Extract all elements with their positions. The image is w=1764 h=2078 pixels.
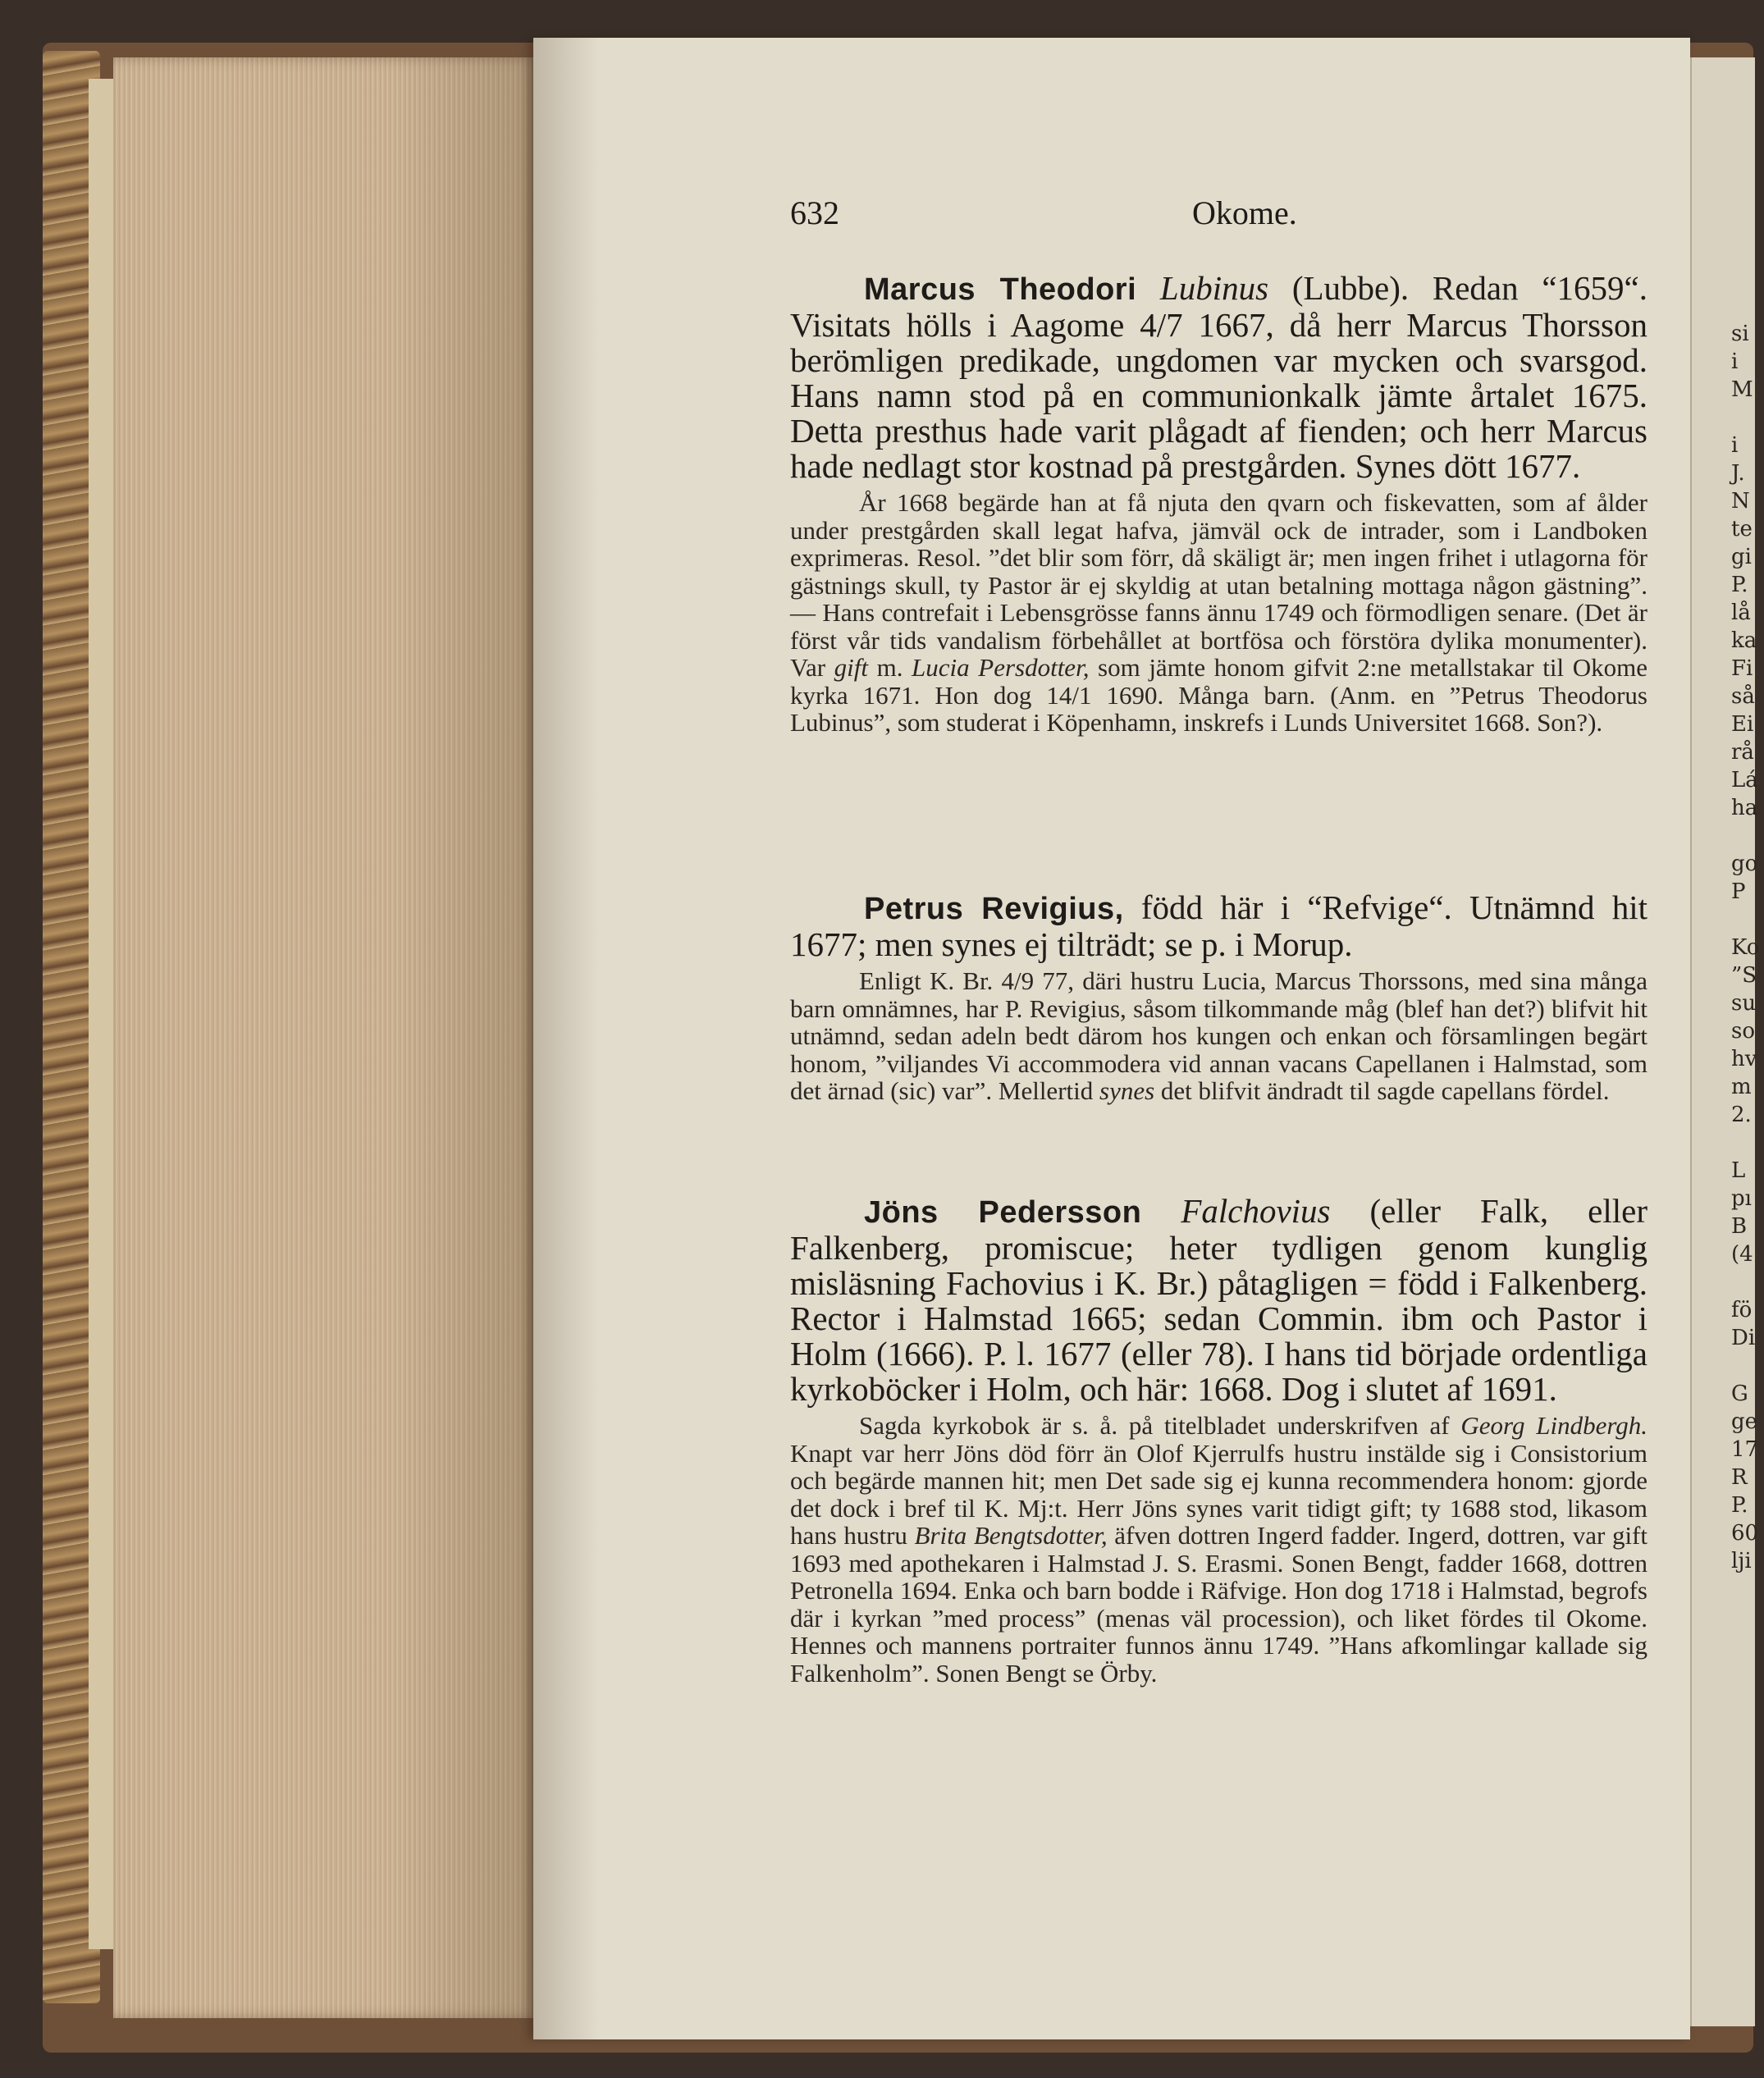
entry-lead-text: född här i “Refvige“. Utnämnd hit 1677; men synes ej tilträdt; se p. i Morup. bbox=[790, 888, 1648, 963]
next-page-fragment: go bbox=[1731, 852, 1758, 876]
page-gutter-shadow bbox=[533, 38, 599, 2039]
entry-note bbox=[790, 489, 1647, 737]
next-page-fragment: G bbox=[1731, 1382, 1748, 1406]
next-page-fragment: ha bbox=[1731, 796, 1758, 820]
next-page-fragment: gi bbox=[1731, 545, 1752, 569]
note-emphasis: synes bbox=[1099, 1076, 1155, 1105]
next-page-fragment: si bbox=[1731, 322, 1749, 346]
next-page-fragment: P bbox=[1731, 879, 1746, 904]
note-emphasis: Georg Lindbergh. bbox=[1460, 1411, 1647, 1440]
next-page-fragment: su bbox=[1731, 991, 1757, 1016]
entry-petrus-revigius bbox=[790, 890, 1647, 1105]
note-text: Knapt var herr Jöns död förr än Olof Kjerrulfs hustru instälde sig i Consistorium och begärde mannen hit; men Det sade sig ej kunna recommendera honom: gjorde det dock i bref til K. Mj:t. Herr Jöns synes varit tidigt gift; ty 1688 stod, likasom hans hustru bbox=[790, 1438, 1647, 1550]
next-page-fragment bbox=[1731, 1268, 1764, 1296]
next-page-fragment bbox=[1731, 1129, 1764, 1157]
next-page-fragment: B bbox=[1731, 1214, 1748, 1239]
note-emphasis: Brita Bengtsdotter, bbox=[914, 1521, 1108, 1550]
entry-note bbox=[790, 967, 1647, 1105]
note-text: Enligt K. Br. 4/9 77, däri hustru Lucia, Marcus Thorssons, med sina många barn omnämnes, har P. Revigius, såsom tilkommande måg (blef han det?) blifvit hit utnämnd, sedan adeln bedt därom hos kungen och enkan och församlingen begärt honom, ”viljandes Vi accommodera vid annan vacans Capellanen i Halmstad, som det ärnad (sic) var”. Mellertid bbox=[790, 966, 1647, 1105]
entry-jons-pedersson bbox=[790, 1194, 1647, 1687]
next-page-fragment: rå bbox=[1731, 740, 1754, 765]
next-page-fragment: ”S bbox=[1731, 963, 1757, 988]
next-page-fragment: 60 bbox=[1731, 1521, 1759, 1546]
next-page-fragment: Lá bbox=[1731, 768, 1758, 792]
next-page-fragment bbox=[1731, 404, 1764, 432]
next-page-fragment: ge bbox=[1731, 1409, 1758, 1434]
page-title: Okome. bbox=[1192, 194, 1297, 231]
cover-inner-board bbox=[89, 79, 113, 1949]
next-page-fragment: te bbox=[1731, 517, 1753, 541]
entry-lead bbox=[790, 271, 1647, 484]
next-page-fragment: P. bbox=[1731, 573, 1748, 597]
next-page-fragment: i bbox=[1731, 349, 1739, 374]
next-page-fragment: L bbox=[1731, 1158, 1746, 1183]
page-number: 632 bbox=[790, 194, 839, 231]
note-text: som jämte honom gifvit 2:ne metallstakar til Okome kyrka 1671. Hon dog 14/1 1690. Många barn. (Anm. en ”Petrus Theodorus Lubinus”, som studerat i Köpenhamn, inskrefs i Lunds Universitet 1668. Son?). bbox=[790, 653, 1647, 737]
next-page-fragment bbox=[1731, 1352, 1764, 1380]
next-page-fragment: N bbox=[1731, 489, 1750, 514]
entry-marcus-theodori bbox=[790, 271, 1647, 737]
next-page-fragment bbox=[1731, 906, 1764, 934]
entry-note bbox=[790, 1412, 1647, 1687]
next-page-fragment: J. bbox=[1731, 461, 1745, 486]
page-stack-shadow bbox=[394, 57, 542, 2018]
next-page-fragment: så bbox=[1731, 684, 1755, 709]
entry-name: Petrus Revigius, bbox=[864, 892, 1124, 926]
next-page-fragment: hv bbox=[1731, 1047, 1757, 1071]
entry-name: Jöns Pedersson bbox=[864, 1195, 1142, 1230]
next-page-fragment: i bbox=[1731, 433, 1739, 458]
note-text: m. bbox=[867, 653, 912, 682]
entry-surname: Lubinus bbox=[1159, 269, 1269, 307]
next-page-fragment: R bbox=[1731, 1465, 1748, 1490]
next-page-fragment: Ko bbox=[1731, 935, 1760, 960]
entry-lead-text: (eller Falk, eller Falkenberg, promiscue; heter tydligen genom kunglig misläsning Fachovius i K. Br.) påtagligen = född i Falkenberg. Rector i Halmstad 1665; sedan Commin. ibm och Pastor i Holm (1666). P. l. 1677 (eller 78). I hans tid började ordentliga kyrkoböcker i Holm, och här: 1668. Dog i slutet af 1691. bbox=[790, 1192, 1647, 1408]
next-page-fragment: Di bbox=[1731, 1326, 1756, 1350]
entry-surname: Falchovius bbox=[1181, 1192, 1331, 1230]
entry-lead bbox=[790, 890, 1647, 962]
entry-lead-text: (Lubbe). Redan “1659“. Visitats hölls i Aagome 4/7 1667, då herr Marcus Thorsson berömligen predikade, ungdomen var mycken och svarsgod. Hans namn stod på en communionkalk jämte årtalet 1675. Detta presthus hade varit plågadt af fienden; och herr Marcus hade nedlagt stor kostnad på prestgården. Synes dött 1677. bbox=[790, 269, 1647, 485]
next-page-fragment: 2. bbox=[1731, 1103, 1752, 1127]
next-page-fragment: Fi bbox=[1731, 656, 1753, 681]
next-page-fragment: so bbox=[1731, 1019, 1755, 1044]
next-page-fragment: 17 bbox=[1731, 1437, 1759, 1462]
next-page-fragment: fö bbox=[1731, 1298, 1753, 1322]
next-page-fragment: M bbox=[1731, 377, 1753, 402]
next-page-fragment: m bbox=[1731, 1075, 1752, 1099]
next-page-fragment: lji bbox=[1731, 1549, 1752, 1573]
entry-lead bbox=[790, 1194, 1647, 1407]
note-emphasis: Lucia Persdotter, bbox=[912, 653, 1090, 682]
next-page-fragment: ka bbox=[1731, 628, 1757, 653]
note-text: År 1668 begärde han at få njuta den qvarn och fiskevatten, som af ålder under prestgården skall legat hafva, jämväl ock de intrader, som i Landboken exprimeras. Resol. ”det blir som förr, då skäligt är; men ingen frihet i utlagorna för gästnings skull, ty Pastor är ej skyldig at utan betalning mottaga någon gästning”. — Hans contrefait i Lebensgrösse fanns ännu 1749 och förmodligen senare. (Det är först vår tids vandalism förbehållet at bortfösa och förstöra dylika monumenter). Var bbox=[790, 488, 1647, 682]
note-text: äfven dottren Ingerd fadder. Ingerd, dottren, var gift 1693 med apothekaren i Halmstad J. S. Erasmi. Sonen Bengt, fadder 1668, dottren Petronella 1694. Enka och barn bodde i Räfvige. Hon dog 1718 i Halmstad, begrofs där i kyrkan ”med process” (menas väl procession), och liket fördes til Okome. Hennes och mannens portraiter funnos ännu 1749. ”Hans afkomlingar kallade sig Falkenholm”. Sonen Bengt se Örby. bbox=[790, 1521, 1647, 1688]
next-page-fragment: pı bbox=[1731, 1186, 1752, 1211]
next-page-text-fragments bbox=[1731, 320, 1764, 1575]
next-page-fragment: lå bbox=[1731, 601, 1751, 625]
next-page-fragment bbox=[1731, 822, 1764, 850]
next-page-fragment: (4 bbox=[1731, 1242, 1753, 1267]
note-text: Sagda kyrkobok är s. å. på titelbladet underskrifven af bbox=[859, 1411, 1461, 1440]
note-emphasis: gift bbox=[834, 653, 868, 682]
entry-name: Marcus Theodori bbox=[864, 272, 1137, 307]
next-page-fragment: P. bbox=[1731, 1493, 1748, 1518]
next-page-fragment: Ei bbox=[1731, 712, 1754, 737]
note-text: det blifvit ändradt til sagde capellans fördel. bbox=[1154, 1076, 1610, 1105]
